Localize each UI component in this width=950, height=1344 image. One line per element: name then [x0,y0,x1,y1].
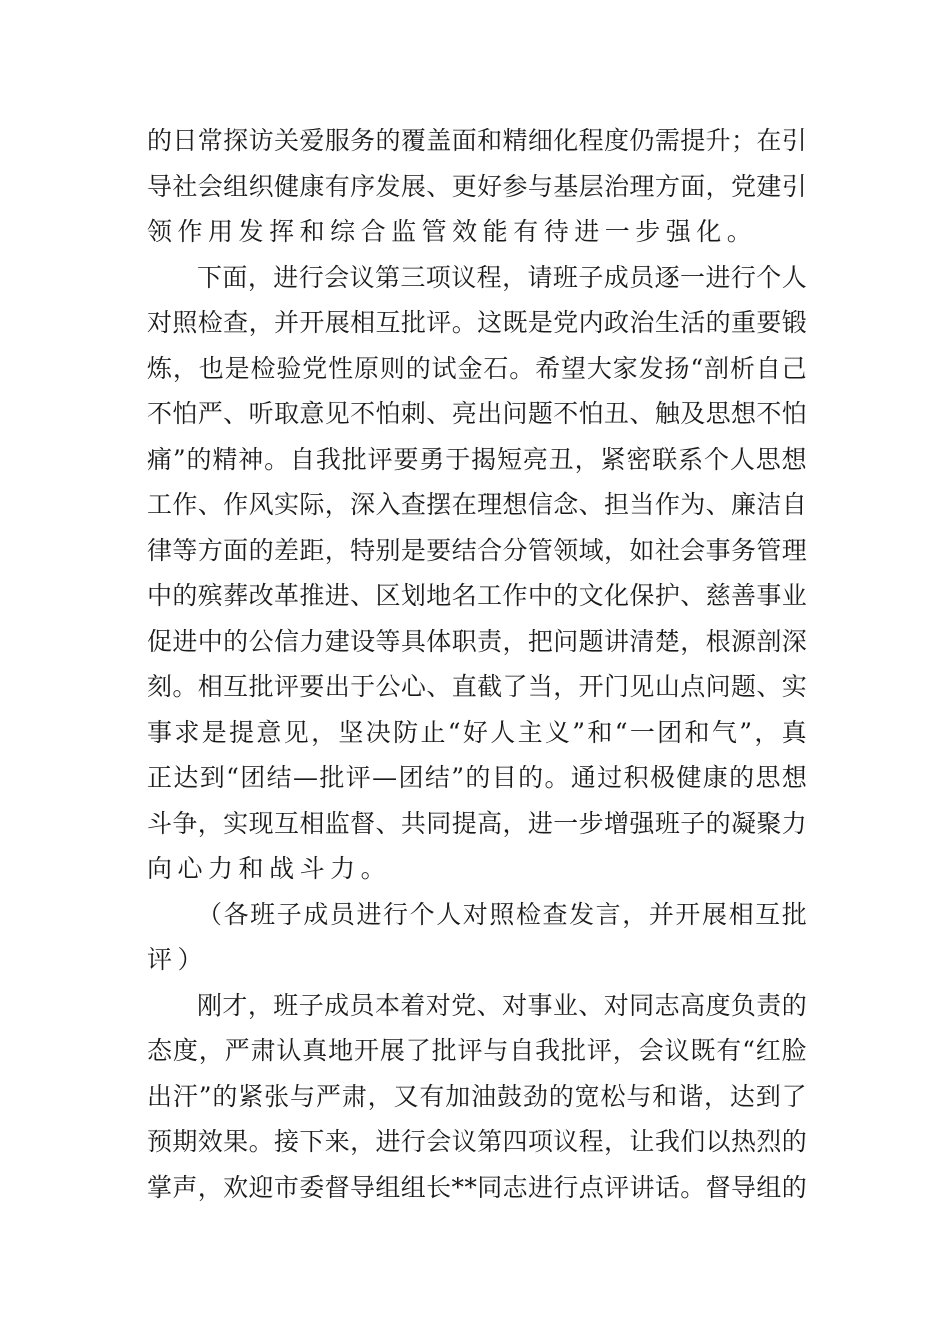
text-line: 中 的 殡 葬 改 革 推 进 、 区 划 地 名 工 作 中 的 文 化 保 护 、 慈 善 事 业 [147,581,807,610]
text-line: 评 ） [147,945,209,974]
text-line: 领 作 用 发 挥 和 综 合 监 管 效 能 有 待 进 一 步 强 化 。 [147,217,758,246]
document-body [147,118,807,1210]
text-line: 态 度 ， 严 肃 认 真 地 开 展 了 批 评 与 自 我 批 评 ， 会 议 既 有 “ 红 脸 [147,1036,807,1065]
text-line: 事 求 是 提 意 见 ， 坚 决 防 止 “ 好 人 主 义 ” 和 “ 一 团 和 气 ” ， 真 [147,717,807,747]
text-line: 痛 ” 的 精 神 。 自 我 批 评 要 勇 于 揭 短 亮 丑 ， 紧 密 联 系 个 人 思 想 [147,444,807,474]
text-line: 正 达 到 “ 团 结 — 批 评 — 团 结 ” 的 目 的 。 通 过 积 极 健 康 的 思 想 [147,763,807,792]
text-line: （ 各 班 子 成 员 进 行 个 人 对 照 检 查 发 言 ， 并 开 展 相 互 批 [197,899,807,929]
text-line: 导 社 会 组 织 健 康 有 序 发 展 、 更 好 参 与 基 层 治 理 方 面 ， 党 建 引 [147,171,807,201]
text-line: 炼 ， 也 是 检 验 党 性 原 则 的 试 金 石 。 希 望 大 家 发 扬 “ 剖 析 自 己 [147,353,807,383]
text-line: 的 日 常 探 访 关 爱 服 务 的 覆 盖 面 和 精 细 化 程 度 仍 需 提 升 ； 在 引 [147,126,807,155]
text-line: 刻 。 相 互 批 评 要 出 于 公 心 、 直 截 了 当 ， 开 门 见 山 点 问 题 、 实 [147,672,807,701]
text-line: 预 期 效 果 。 接 下 来 ， 进 行 会 议 第 四 项 议 程 ， 让 我 们 以 热 烈 的 [147,1127,807,1156]
text-line: 斗 争 ， 实 现 互 相 监 督 、 共 同 提 高 ， 进 一 步 增 强 班 子 的 凝 聚 力 [147,808,807,838]
text-line: 工 作 、 作 风 实 际 ， 深 入 查 摆 在 理 想 信 念 、 担 当 作 为 、 廉 洁 自 [147,490,807,519]
text-line: 出 汗 ” 的 紧 张 与 严 肃 ， 又 有 加 油 鼓 劲 的 宽 松 与 和 谐 ， 达 到 了 [147,1081,807,1111]
text-line: 对 照 检 查 ， 并 开 展 相 互 批 评 。 这 既 是 党 内 政 治 生 活 的 重 要 锻 [147,308,807,337]
text-line: 下 面 ， 进 行 会 议 第 三 项 议 程 ， 请 班 子 成 员 逐 一 进 行 个 人 [197,262,807,292]
text-line: 掌 声 ， 欢 迎 市 委 督 导 组 组 长 * * 同 志 进 行 点 评 讲 话 。 督 导 组 的 [147,1172,807,1202]
text-line: 向 心 力 和 战 斗 力 。 [147,854,392,883]
text-line: 刚 才 ， 班 子 成 员 本 着 对 党 、 对 事 业 、 对 同 志 高 度 负 责 的 [197,990,807,1020]
text-line: 律 等 方 面 的 差 距 ， 特 别 是 要 结 合 分 管 领 域 ， 如 社 会 事 务 管 理 [147,535,807,565]
text-line: 不 怕 严 、 听 取 意 见 不 怕 刺 、 亮 出 问 题 不 怕 丑 、 触 及 思 想 不 怕 [147,399,807,428]
text-line: 促 进 中 的 公 信 力 建 设 等 具 体 职 责 ， 把 问 题 讲 清 楚 ， 根 源 剖 深 [147,626,807,656]
